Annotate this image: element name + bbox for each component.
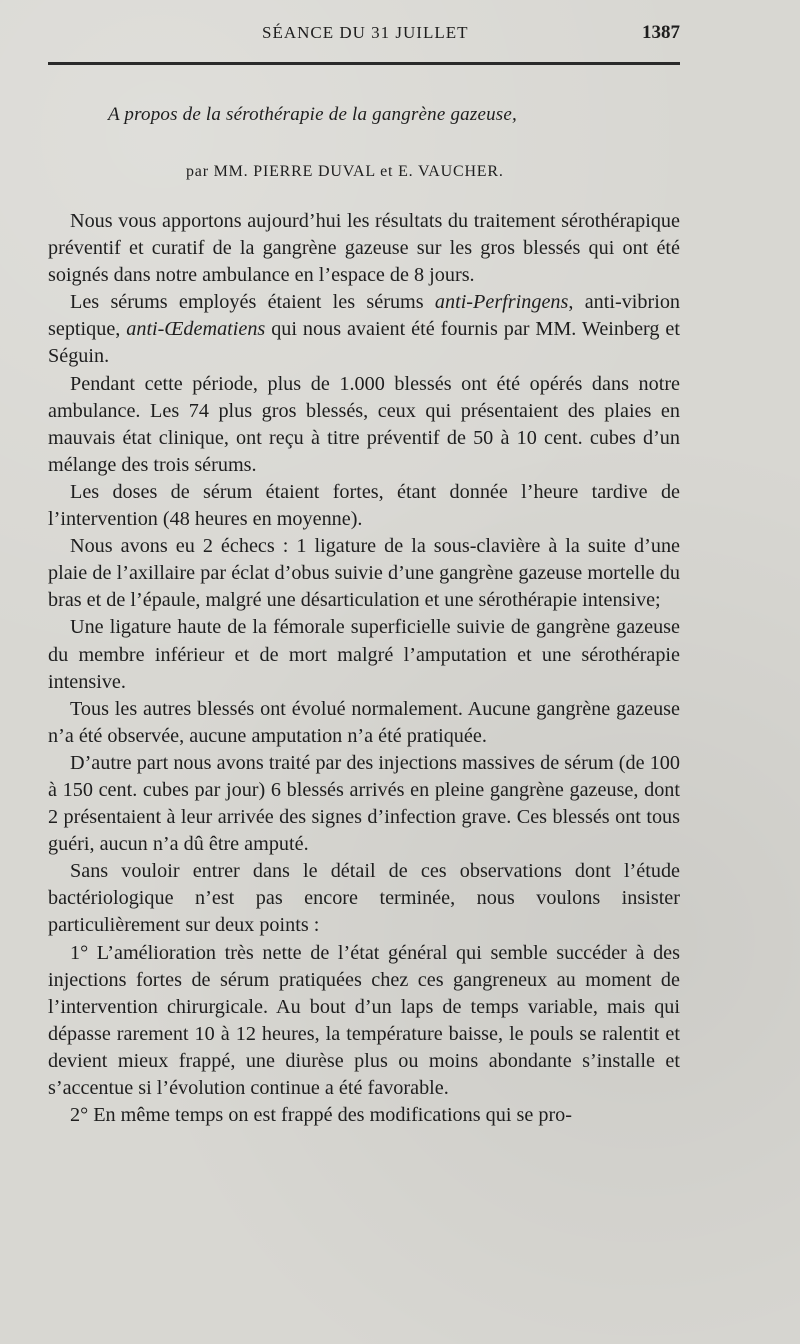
paragraph-6: Une ligature haute de la fémorale superficielle suivie de gangrène gazeuse du membre inférieur et de mort malgré l’amputation et une sérothérapie intensive. <box>48 616 680 693</box>
paragraph-2 <box>48 289 680 370</box>
paragraph-2-italic-term-1: anti-Perfringens <box>434 291 569 314</box>
paragraph-4: Les doses de sérum étaient fortes, étant donnée l’heure tardive de l’intervention (48 heures en moyenne). <box>48 480 680 531</box>
paragraph-3: Pendant cette période, plus de 1.000 blessés ont été opérés dans notre ambulance. Les 74 plus gros blessés, ceux qui présentaient des plaies en mauvais état clinique, ont reçu à titre préventif de 50 à 10 cent. cubes d’un mélange des trois sérums. <box>48 372 680 476</box>
paragraph-8: D’autre part nous avons traité par des injections massives de sérum (de 100 à 150 cent. cubes par jour) 6 blessés arrivés en pleine gangrène gazeuse, dont 2 présentaient à leur arrivée des signes d’infection grave. Ces blessés ont tous guéri, aucun n’a dû être amputé. <box>48 751 680 856</box>
running-header <box>48 18 680 48</box>
paragraph-10: 1° L’amélioration très nette de l’état général qui semble succéder à des injections fortes de sérum pratiquées chez ces gangreneux au moment de l’intervention chirurgicale. Au bout d’un laps de temps variable, mais qui dépasse rarement 10 à 12 heures, la température baisse, le pouls se ralentit et devient mieux frappé, une diurèse plus ou moins abondante s’installe et s’accentue si l’évolution continue a été favorable. <box>48 941 680 1099</box>
page-number: 1387 <box>642 22 680 43</box>
article-body <box>48 208 680 1129</box>
header-rule <box>48 62 680 65</box>
article-authors: par MM. PIERRE DUVAL et E. VAUCHER. <box>186 163 504 180</box>
paragraph-2-italic-term-2: anti-Œdematiens <box>126 318 266 341</box>
paragraph-11: 2° En même temps on est frappé des modifications qui se pro- <box>70 1104 572 1127</box>
article-title: A propos de la sérothérapie de la gangrène gazeuse, <box>108 104 517 125</box>
paragraph-5: Nous avons eu 2 échecs : 1 ligature de la sous-clavière à la suite d’une plaie de l’axillaire par éclat d’obus suivie d’une gangrène gazeuse mortelle du bras et de l’épaule, malgré une désarticulation et une sérothérapie intensive; <box>48 535 680 612</box>
paragraph-1: Nous vous apportons aujourd’hui les résultats du traitement sérothérapique préventif et curatif de la gangrène gazeuse sur les gros blessés qui ont été soignés dans notre ambulance en l’espace de 8 jours. <box>48 210 680 287</box>
running-title: SÉANCE DU 31 JUILLET <box>262 23 469 42</box>
paragraph-2-text-middle: , anti-vibrion septique, <box>48 291 681 341</box>
paragraph-2-text-end: qui nous avaient été fournis par MM. Weinberg et Séguin. <box>48 318 680 368</box>
paragraph-7: Tous les autres blessés ont évolué normalement. Aucune gangrène gazeuse n’a été observée, aucune amputation n’a été pratiquée. <box>48 697 680 747</box>
paragraph-9: Sans vouloir entrer dans le détail de ces observations dont l’étude bactériologique n’est pas encore terminée, nous voulons insister particulièrement sur deux points : <box>48 860 680 937</box>
paragraph-2-text-start: Les sérums employés étaient les sérums <box>70 291 435 314</box>
